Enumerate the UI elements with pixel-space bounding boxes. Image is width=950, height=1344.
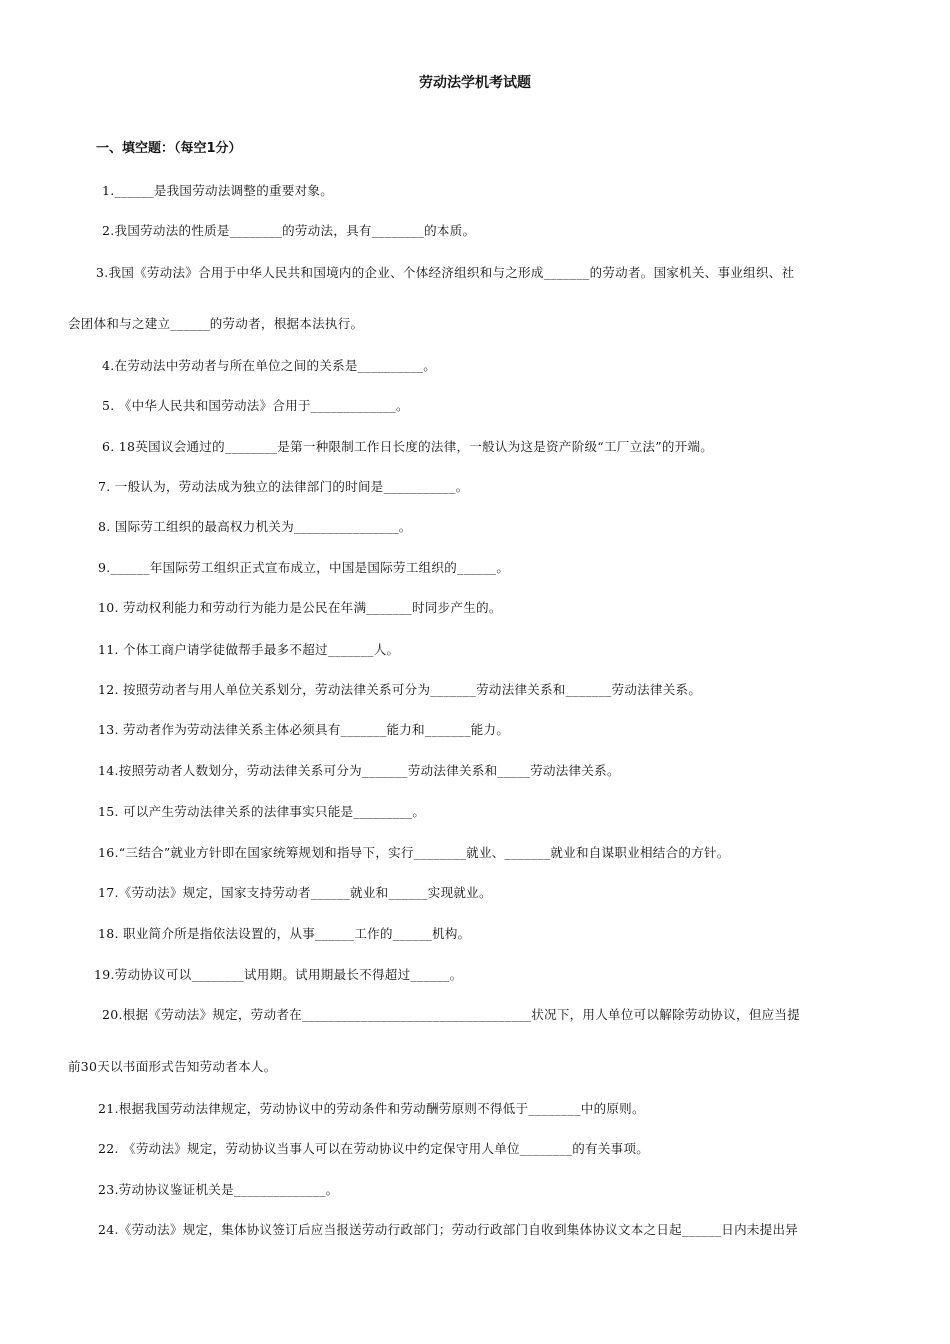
question-2: 2.我国劳动法的性质是________的劳动法，具有________的本质。 bbox=[102, 223, 476, 238]
question-21: 21.根据我国劳动法律规定，劳动协议中的劳动条件和劳动酬劳原则不得低于________中的原则。 bbox=[98, 1101, 645, 1116]
question-3: 3.我国《劳动法》合用于中华人民共和国境内的企业、个体经济组织和与之形成_______的劳动者。国家机关、事业组织、社 bbox=[96, 265, 795, 280]
question-14: 14.按照劳动者人数划分，劳动法律关系可分为_______劳动法律关系和_____劳动法律关系。 bbox=[98, 763, 620, 778]
question-3-continued: 会团体和与之建立______的劳动者，根据本法执行。 bbox=[68, 316, 364, 331]
question-24: 24.《劳动法》规定，集体协议签订后应当报送劳动行政部门；劳动行政部门自收到集体协议文本之日起______日内未提出异 bbox=[98, 1222, 799, 1237]
question-9: 9.______年国际劳工组织正式宣布成立，中国是国际劳工组织的______。 bbox=[98, 560, 510, 575]
question-19: 19.劳动协议可以________试用期。试用期最长不得超过______。 bbox=[94, 967, 463, 982]
question-18: 18. 职业简介所是指依法设置的，从事______工作的______机构。 bbox=[98, 926, 471, 941]
question-4: 4.在劳动法中劳动者与所在单位之间的关系是__________。 bbox=[102, 358, 437, 373]
question-23: 23.劳动协议鉴证机关是______________。 bbox=[98, 1182, 339, 1197]
question-20: 20.根据《劳动法》规定，劳动者在___________________________________状况下，用人单位可以解除劳动协议，但应当提 bbox=[102, 1007, 801, 1022]
question-6: 6. 18英国议会通过的________是第一种限制工作日长度的法律，一般认为这是资产阶级“工厂立法”的开端。 bbox=[102, 439, 714, 454]
question-20-continued: 前30天以书面形式告知劳动者本人。 bbox=[68, 1059, 277, 1074]
question-15: 15. 可以产生劳动法律关系的法律事实只能是_________。 bbox=[98, 804, 426, 819]
question-8: 8. 国际劳工组织的最高权力机关为________________。 bbox=[98, 519, 412, 534]
section-heading: 一、填空题：（每空1分） bbox=[96, 141, 242, 156]
question-10: 10. 劳动权利能力和劳动行为能力是公民在年满_______时同步产生的。 bbox=[98, 600, 502, 615]
question-1: 1.______是我国劳动法调整的重要对象。 bbox=[102, 183, 334, 198]
question-17: 17.《劳动法》规定，国家支持劳动者______就业和______实现就业。 bbox=[98, 885, 492, 900]
question-13: 13. 劳动者作为劳动法律关系主体必须具有_______能力和_______能力。 bbox=[98, 722, 510, 737]
question-22: 22. 《劳动法》规定，劳动协议当事人可以在劳动协议中约定保守用人单位________的有关事项。 bbox=[98, 1141, 650, 1156]
question-12: 12. 按照劳动者与用人单位关系划分，劳动法律关系可分为_______劳动法律关系和_______劳动法律关系。 bbox=[98, 682, 702, 697]
question-16: 16.“三结合”就业方针即在国家统筹规划和指导下，实行________就业、_______就业和自谋职业相结合的方针。 bbox=[98, 845, 730, 860]
question-5: 5. 《中华人民共和国劳动法》合用于_____________。 bbox=[102, 398, 409, 413]
question-7: 7. 一般认为，劳动法成为独立的法律部门的时间是___________。 bbox=[98, 479, 469, 494]
document-title: 劳动法学机考试题 bbox=[419, 75, 531, 91]
question-11: 11. 个体工商户请学徒做帮手最多不超过_______人。 bbox=[98, 642, 400, 657]
